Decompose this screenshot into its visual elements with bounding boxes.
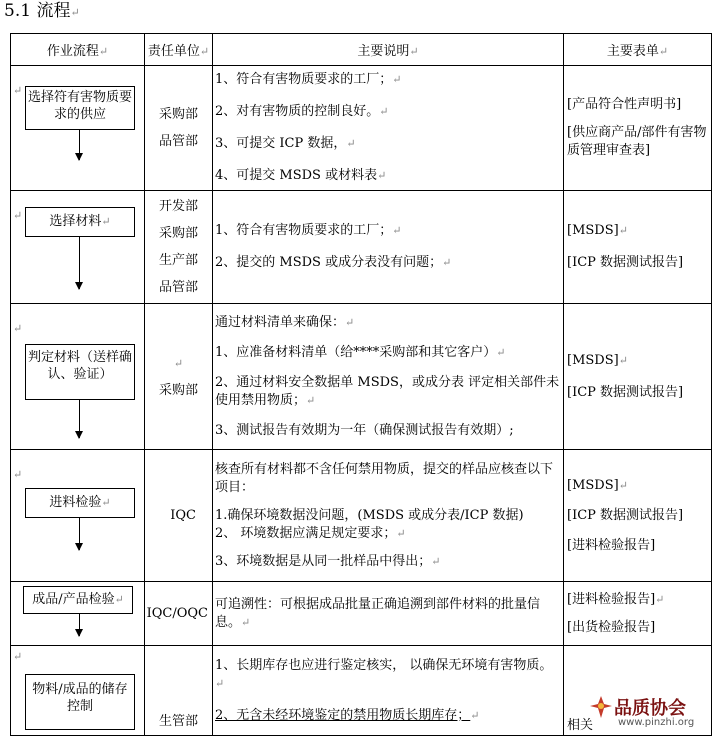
forms-cell: 相关 [564,646,712,736]
table-row [11,304,712,450]
forms-cell: [进料检验报告]↵ [出货检验报告] [564,582,712,646]
desc-cell: 1、符合有害物质要求的工厂；↵ 2、对有害物质的控制良好。↵ 3、可提交 ICP 数据，↵ 4、可提交 MSDS 或材料表↵ [213,66,564,191]
process-table [10,33,712,736]
flow-step-box: 物料/成品的储存控制 [25,674,135,730]
header-forms: 主要表单↵ [564,34,712,66]
flow-arrow [79,518,80,550]
flow-cell: ↵ 选择符有害物质要求的供应 [11,66,145,191]
flow-step-box: 选择材料↵ [25,207,135,237]
logo-mark-icon [588,694,614,720]
flow-step-box: 选择符有害物质要求的供应 [25,86,135,130]
dept-cell: IQC/OQC [145,582,213,646]
flow-cell: ↵ 选择材料↵ [11,191,145,304]
table-row [11,450,712,582]
desc-cell: 核查所有材料都不含任何禁用物质，提交的样品应核查以下项目： 1.确保环境数据没问题，(MSDS 或成分表/ICP 数据) 2、 环境数据应满足规定要求；↵ 3、环境数据是从同一批样品中得出；↵ [213,450,564,582]
desc-cell: 可追溯性：可根据成品批量正确追溯到部件材料的批量信息。↵ [213,582,564,646]
dept-cell: 开发部 采购部 生产部 品管部 [145,191,213,304]
flow-step-box: 判定材料（送样确认、验证） [25,344,135,400]
forms-cell: [MSDS]↵ [ICP 数据测试报告] [564,304,712,450]
dept-cell: IQC [145,450,213,582]
flow-cell: ↵ 进料检验↵ [11,450,145,582]
flow-cell [11,582,145,646]
dept-cell: ↵ 采购部 [145,304,213,450]
header-desc: 主要说明↵ [213,34,564,66]
flow-cell: ↵ 物料/成品的储存控制 [11,646,145,736]
dept-cell: 生管部 [145,646,213,736]
desc-cell: 通过材料清单来确保：↵ 1、应准备材料清单（给****采购部和其它客户）↵ 2、通过材料安全数据单 MSDS，或成分表 评定相关部件未使用禁用物质；↵ 3、测试报告有效期为一年（确保测试报告有效期）; [213,304,564,450]
table-row [11,582,712,646]
dept-cell: 采购部 品管部 [145,66,213,191]
flow-arrow [79,614,80,636]
header-flow: 作业流程↵ [11,34,145,66]
table-row [11,66,712,191]
logo-url: www.pinzhi.org [618,717,695,728]
flow-cell: ↵ 判定材料（送样确认、验证） [11,304,145,450]
forms-cell: [MSDS]↵ [ICP 数据测试报告] [进料检验报告] [564,450,712,582]
table-row [11,191,712,304]
flow-step-box: 进料检验↵ [25,488,135,518]
section-title: 5.1 流程↵ [4,1,80,21]
logo-text: 品质协会 [614,698,686,719]
flow-arrow [79,237,80,289]
desc-cell: 1、长期库存也应进行鉴定核实， 以确保无环境有害物质。↵ 2、无含未经环境鉴定的禁用物质长期库存；↵ [213,646,564,736]
flow-arrow [79,130,80,160]
flow-arrow [79,400,80,438]
desc-cell: 1、符合有害物质要求的工厂；↵ 2、提交的 MSDS 或成分表没有问题；↵ [213,191,564,304]
header-row [11,34,712,66]
forms-cell: [MSDS]↵ [ICP 数据测试报告] [564,191,712,304]
header-dept: 责任单位↵ [145,34,213,66]
forms-cell: [产品符合性声明书] [供应商产品/部件有害物质管理审查表] [564,66,712,191]
watermark-logo [588,692,713,735]
flow-step-box: 成品/产品检验↵ [23,586,133,614]
